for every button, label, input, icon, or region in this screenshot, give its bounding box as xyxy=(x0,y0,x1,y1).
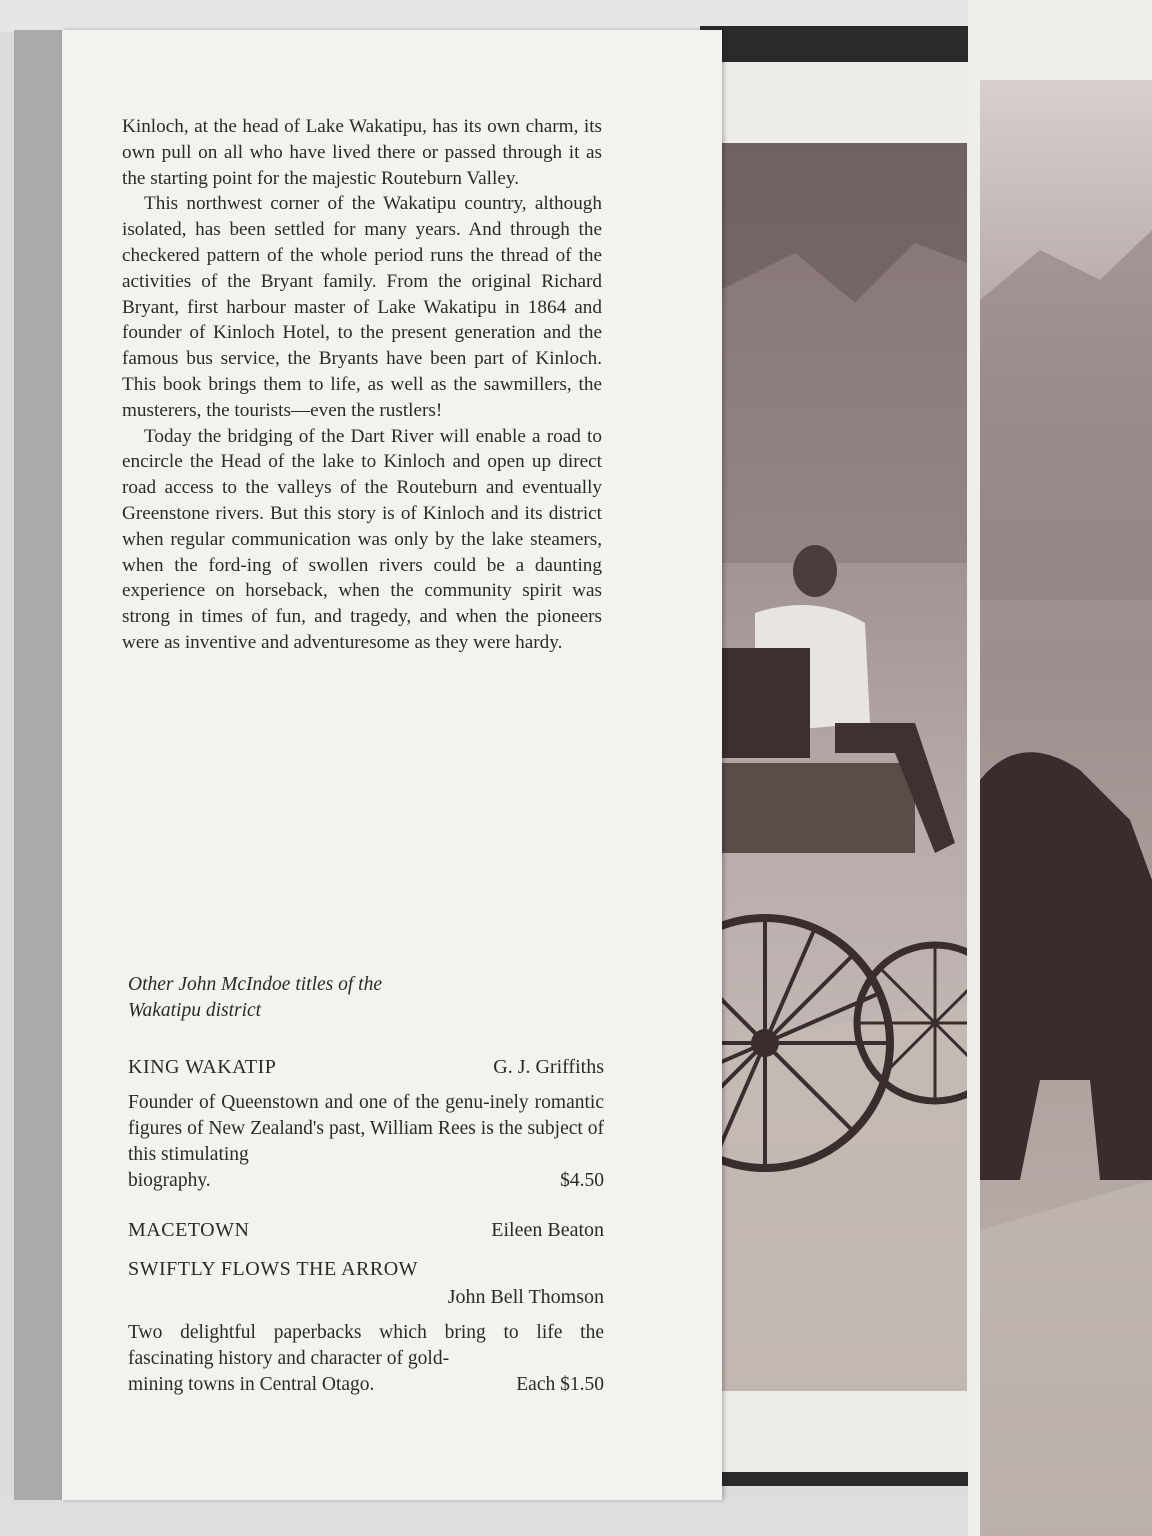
book-author: G. J. Griffiths xyxy=(493,1056,604,1078)
book-title: KING WAKATIP xyxy=(128,1056,277,1078)
book-title: SWIFTLY FLOWS THE ARROW xyxy=(128,1258,419,1280)
blurb-paragraph: This northwest corner of the Wakatipu country, although isolated, has been settled for many years. And through the checkered pattern of the whole period runs the thread of the activities of the Bryant family. From the original Richard Bryant, first harbour master of Lake Wakatipu in 1864 and founder of Kinloch Hotel, to the present generation and the famous bus service, the Bryants have been part of Kinloch. This book brings them to life, as well as the sawmillers, the musterers, the tourists—even the rustlers! xyxy=(122,193,602,421)
book-description xyxy=(128,1320,604,1398)
description-text: Founder of Queenstown and one of the genu-inely romantic figures of New Zealand's past, William Rees is the subject of this stimulating xyxy=(128,1092,604,1165)
blurb-paragraph: Today the bridging of the Dart River will enable a road to encircle the Head of the lake to Kinloch and open up direct road access to the valleys of the Routeburn and eventually Greenstone rivers. But this story is of Kinloch and its district when regular communication was only by the lake steamers, when the ford-ing of swollen rivers could be a daunting experience on horseback, when the community spirit was strong in times of fun, and tragedy, and when the pioneers were as inventive and adventuresome as they were hardy. xyxy=(122,425,602,653)
photo-horse-cart xyxy=(715,143,967,1391)
description-price-line xyxy=(128,1372,604,1398)
book-description xyxy=(128,1090,604,1194)
book-author: Eileen Beaton xyxy=(491,1219,604,1241)
description-last-line: biography. xyxy=(128,1170,211,1191)
blurb-paragraph: Kinloch, at the head of Lake Wakatipu, has its own charm, its own pull on all who have lived there or passed through it as the starting point for the majestic Routeburn Valley. xyxy=(122,116,602,189)
other-titles-heading-line: Wakatipu district xyxy=(128,1000,262,1021)
book-title: MACETOWN xyxy=(128,1219,250,1241)
other-titles-heading xyxy=(128,972,548,1024)
description-last-line: mining towns in Central Otago. xyxy=(128,1374,375,1395)
other-titles-heading-line: Other John McIndoe titles of the xyxy=(128,974,382,995)
book-price: Each $1.50 xyxy=(516,1374,604,1395)
blurb-text xyxy=(122,114,602,656)
description-price-line xyxy=(128,1168,604,1194)
jacket-spine-edge xyxy=(14,30,64,1500)
description-text: Two delightful paperbacks which bring to life the fascinating history and character of gold- xyxy=(128,1322,604,1369)
book-author: John Bell Thomson xyxy=(447,1286,604,1308)
photo-horses xyxy=(980,80,1152,1536)
book-price: $4.50 xyxy=(560,1170,604,1191)
